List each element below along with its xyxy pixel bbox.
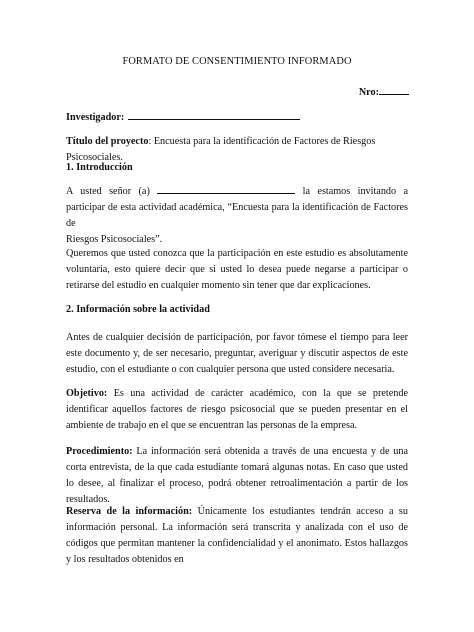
objetivo-text: Es una actividad de carácter académico, con la que se pretende identificar aquellos factores de riesgo psicosocial que se pueden presentar en el ambiente de trabajo en el que se encuentran las personas de la empresa. (66, 388, 408, 431)
intro-line-1 (66, 184, 408, 200)
nro-field (359, 86, 409, 98)
intro-line-2: participar de esta actividad académica, “Encuesta para la identificación de Factores de (66, 202, 408, 229)
project-title-value: : Encuesta para la identificación de Factores de Riesgos Psicosociales. (66, 136, 376, 163)
procedimiento-paragraph (66, 444, 408, 508)
reserva-label: Reserva de la información: (66, 506, 193, 517)
investigador-label: Investigador: (66, 112, 125, 123)
name-blank-line (157, 185, 295, 194)
investigador-field (66, 111, 300, 123)
info-heading: 2. Información sobre la actividad (66, 304, 210, 315)
objetivo-paragraph (66, 386, 408, 434)
info-paragraph-1: Antes de cualquier decisión de participación, por favor tómese el tiempo para leer este documento y, de ser necesario, preguntar, averiguar y discutir aspectos de este estudio, con el estudiante o con cualquier persona que usted considere necesaria. (66, 332, 408, 375)
objetivo-label: Objetivo: (66, 388, 108, 399)
nro-label: Nro: (358, 87, 379, 98)
reserva-paragraph (66, 504, 408, 568)
nro-blank-line (379, 86, 409, 95)
reserva-text: Únicamente los estudiantes tendrán acceso a su información personal. La información será transcrita y analizada con el uso de códigos que permitan mantener la confidencialidad y el anonimato. Estos hallazgos y los resultados obtenidos en (66, 506, 408, 565)
project-title-label: Título del proyecto (66, 136, 149, 147)
intro-line-3: Riesgos Psicosociales”. (66, 234, 163, 245)
intro-line-1-a: A usted señor (a) (66, 186, 150, 197)
intro-heading: 1. Introducción (66, 162, 133, 173)
document-title: FORMATO DE CONSENTIMIENTO INFORMADO (122, 56, 352, 67)
intro-paragraph-2: Queremos que usted conozca que la participación en este estudio es absolutamente voluntaria, esto quiere decir que si usted lo desea puede negarse a participar o retirarse del estudio en cualquier momento sin tener que dar explicaciones. (66, 248, 408, 291)
intro-line-1-b: la estamos invitando a (302, 186, 409, 197)
intro-paragraph-1 (66, 184, 408, 248)
procedimiento-text: La información será obtenida a través de una encuesta y de una corta entrevista, de la que cada estudiante tomará algunas notas. En caso que usted lo desee, al finalizar el proceso, podrá obtener retroalimentación a partir de los resultados. (66, 446, 408, 505)
procedimiento-label: Procedimiento: (66, 446, 133, 457)
investigador-blank-line (128, 111, 300, 120)
